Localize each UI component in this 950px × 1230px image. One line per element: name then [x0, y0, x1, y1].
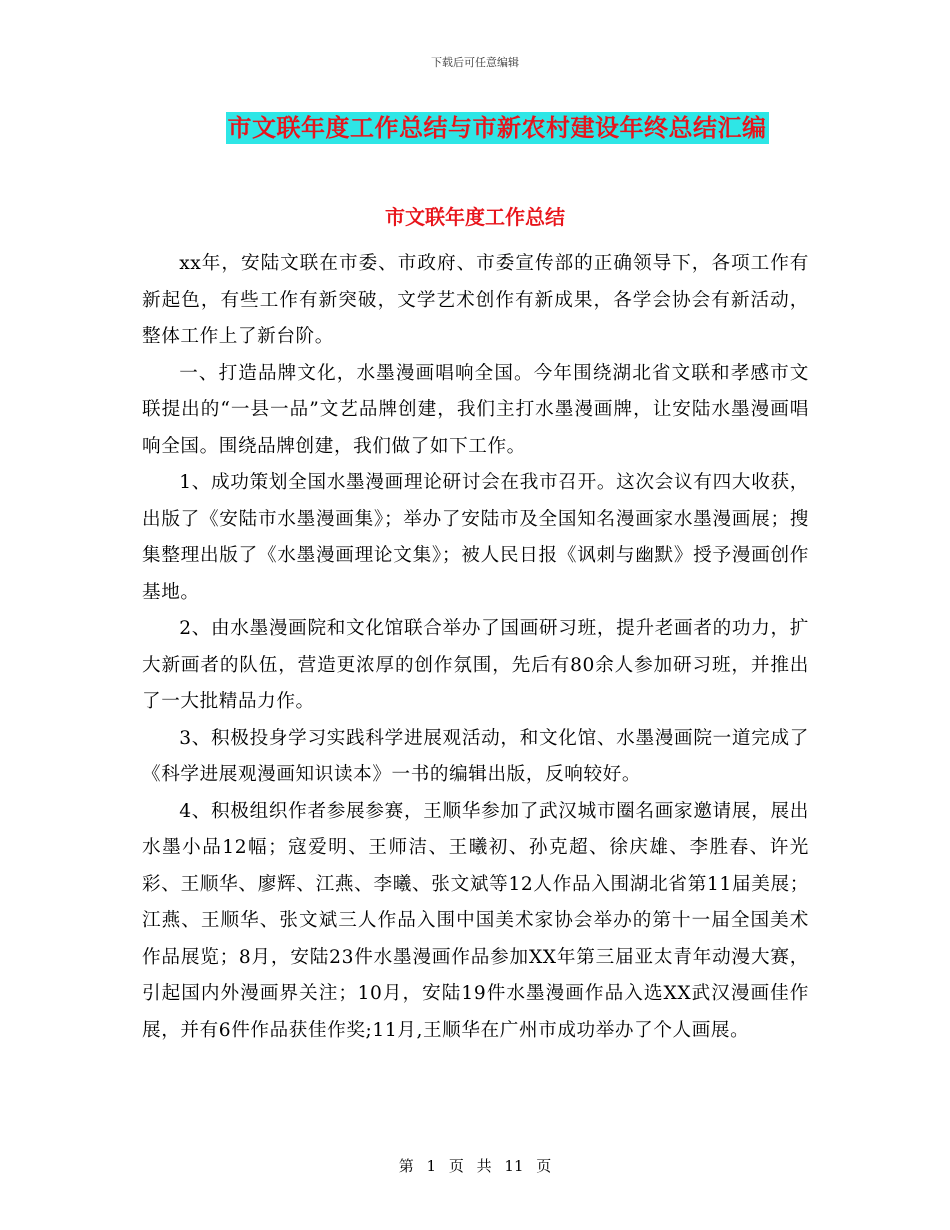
paragraph: 1、成功策划全国水墨漫画理论研讨会在我市召开。这次会议有四大收获，出版了《安陆市水墨漫画集》；举办了安陆市及全国知名漫画家水墨漫画展；搜集整理出版了《水墨漫画理论文集》；被人民日报《讽刺与幽默》授予漫画创作基地。	[142, 472, 809, 603]
main-title: 市文联年度工作总结与市新农村建设年终总结汇编	[227, 114, 767, 142]
footer-total-pages: 11	[504, 1157, 524, 1175]
page-footer	[0, 1155, 950, 1176]
document-body	[142, 246, 809, 1049]
paragraph: 3、积极投身学习实践科学进展观活动，和文化馆、水墨漫画院一道完成了《科学进展观漫画知识读本》一书的编辑出版，反响较好。	[142, 727, 809, 785]
paragraph: 2、由水墨漫画院和文化馆联合举办了国画研习班，提升老画者的功力，扩大新画者的队伍，营造更浓厚的创作氛围，先后有80余人参加研习班，并推出了一大批精品力作。	[142, 618, 809, 712]
footer-di: 第	[398, 1157, 414, 1175]
footer-gong: 共	[476, 1157, 492, 1175]
paragraph: 一、打造品牌文化，水墨漫画唱响全国。今年围绕湖北省文联和孝感市文联提出的“一县一品”文艺品牌创建，我们主打水墨漫画牌，让安陆水墨漫画唱响全国。围绕品牌创建，我们做了如下工作。	[142, 362, 809, 457]
main-title-container	[0, 112, 950, 144]
footer-ye2: 页	[536, 1157, 552, 1175]
footer-ye: 页	[448, 1157, 464, 1175]
section-title: 市文联年度工作总结	[385, 205, 565, 229]
header-note: 下载后可任意编辑	[431, 56, 519, 69]
footer-page-number: 1	[426, 1157, 437, 1175]
paragraph: 4、积极组织作者参展参赛，王顺华参加了武汉城市圈名画家邀请展，展出水墨小品12幅；寇爱明、王师洁、王曦初、孙克超、徐庆雄、李胜春、许光彩、王顺华、廖辉、江燕、李曦、张文斌等12人作品入围湖北省第11届美展；江燕、王顺华、张文斌三人作品入围中国美术家协会举办的第十一届全国美术作品展览；8月，安陆23件水墨漫画作品参加XX年第三届亚太青年动漫大赛，引起国内外漫画界关注；10月，安陆19件水墨漫画作品入选XX武汉漫画佳作展，并有6件作品获佳作奖;11月,王顺华在广州市成功举办了个人画展。	[142, 800, 809, 1041]
paragraph: xx年，安陆文联在市委、市政府、市委宣传部的正确领导下，各项工作有新起色，有些工作有新突破，文学艺术创作有新成果，各学会协会有新活动，整体工作上了新台阶。	[142, 253, 809, 347]
